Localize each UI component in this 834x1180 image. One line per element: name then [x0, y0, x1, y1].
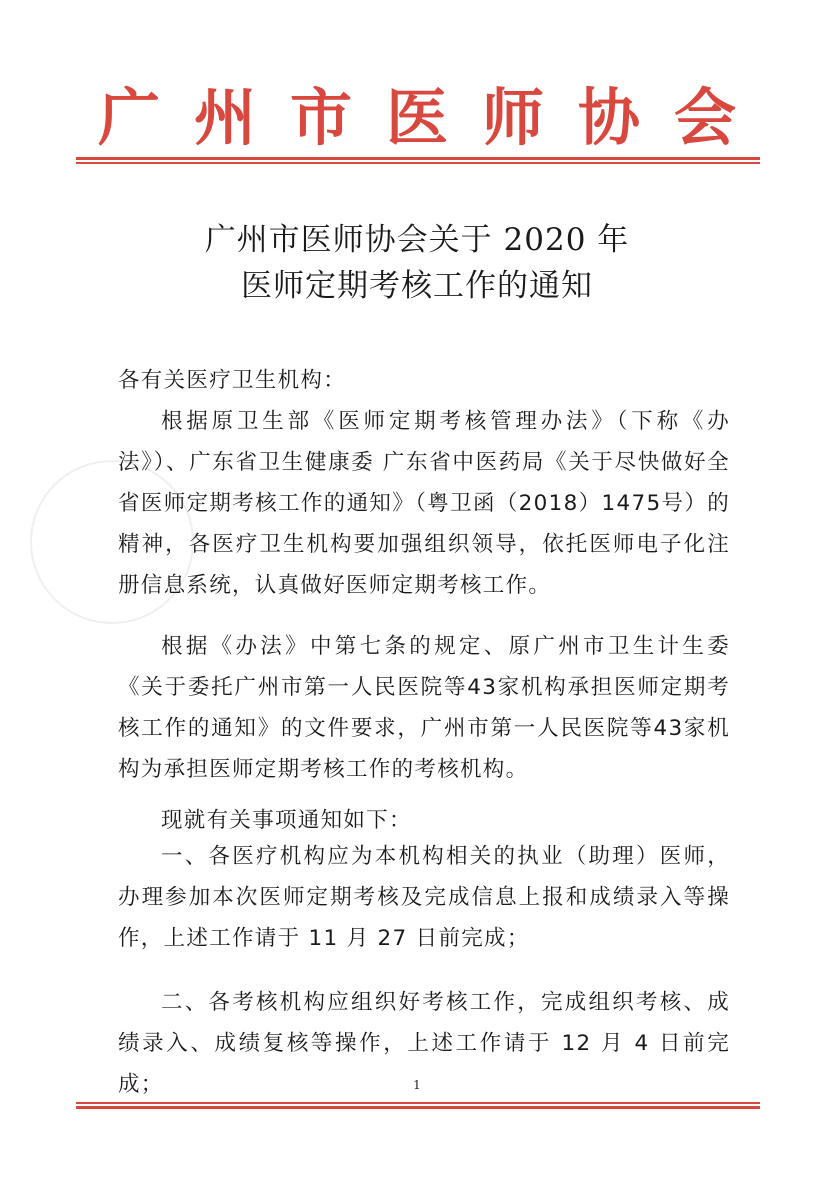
paragraph-notice-intro: 现就有关事项通知如下： — [161, 808, 412, 833]
footer-rule-top — [76, 1102, 760, 1104]
masthead-rule-top — [76, 157, 760, 160]
footer-rule-bottom — [76, 1106, 760, 1109]
paragraph-item-two: 二、各考核机构应组织好考核工作，完成组织考核、成绩录入、成绩复核等操作，上述工作请于 12 月 4 日前完成； — [118, 990, 730, 1097]
masthead-rule-bottom — [76, 162, 760, 164]
title-line-1: 广州市医师协会关于 2020 年 — [204, 222, 630, 258]
title-line-2: 医师定期考核工作的通知 — [241, 268, 593, 304]
page-number: 1 — [413, 1078, 421, 1092]
paragraph-assessment-institutions: 根据《办法》中第七条的规定、原广州市卫生计生委《关于委托广州市第一人民医院等43家机构承担医师定期考核工作的通知》的文件要求，广州市第一人民医院等43家机构为承担医师定期考核工作的考核机构。 — [118, 634, 730, 782]
paragraph-item-one: 一、各医疗机构应为本机构相关的执业（助理）医师，办理参加本次医师定期考核及完成信息上报和成绩录入等操作，上述工作请于 11 月 27 日前完成； — [118, 844, 730, 951]
salutation: 各有关医疗卫生机构： — [118, 368, 347, 393]
organization-masthead: 广州市医师协会 — [97, 81, 770, 154]
paragraph-basis: 根据原卫生部《医师定期考核管理办法》（下称《办法》）、广东省卫生健康委 广东省中医药局《关于尽快做好全省医师定期考核工作的通知》（粤卫函（2018）1475号）的精神，各医疗卫生机构要加强组织领导，依托医师电子化注册信息系统，认真做好医师定期考核工作。 — [118, 409, 730, 598]
